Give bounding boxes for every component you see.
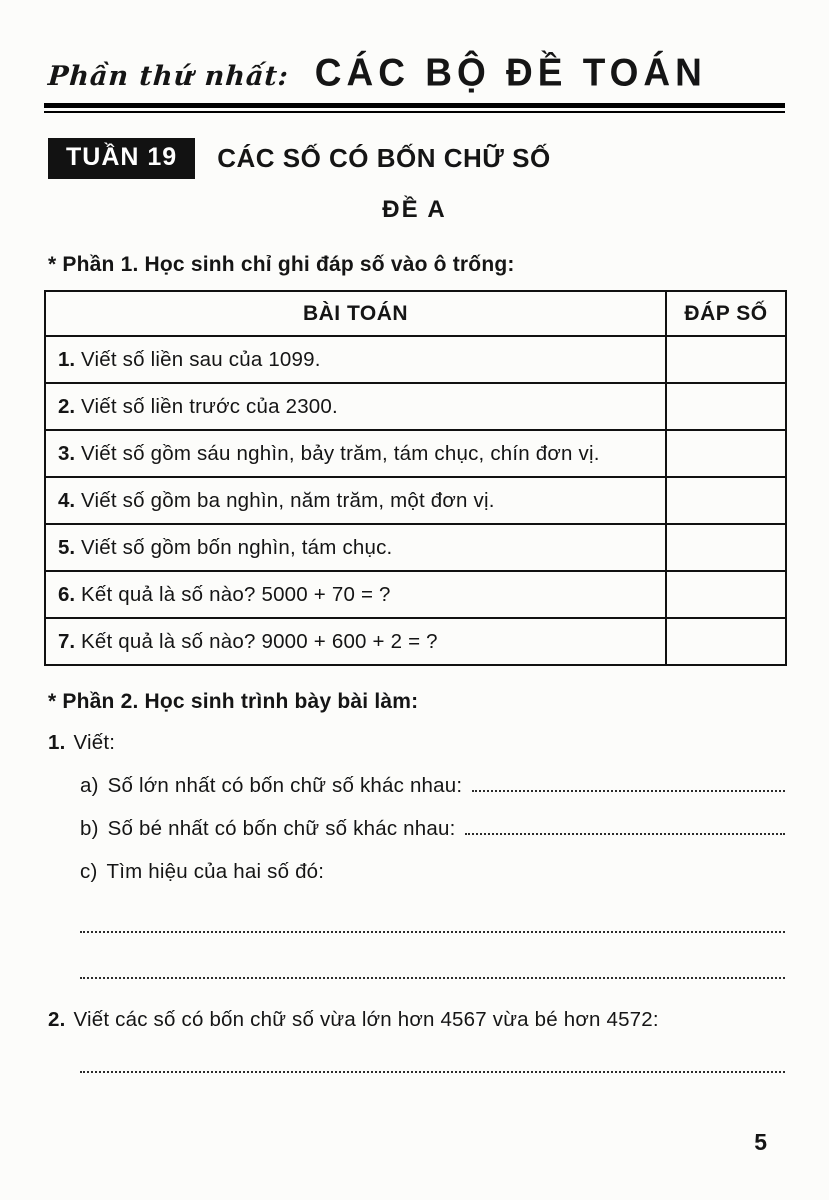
problem-cell [45,524,666,571]
answer-line [80,931,785,933]
answer-cell [666,618,786,665]
column-header-answer: ĐÁP SỐ [666,291,786,336]
question-1a [80,774,785,798]
question-1c [80,860,785,884]
column-header-problem: BÀI TOÁN [45,291,666,336]
question-number: 1. [48,731,66,754]
table-row [45,618,786,665]
answer-dotted-leader [465,833,785,835]
problem-text: Kết quả là số nào? 5000 + 70 = ? [81,582,391,606]
problems-table [44,290,787,666]
problem-number: 4. [58,488,76,512]
problem-text: Kết quả là số nào? 9000 + 600 + 2 = ? [81,629,438,653]
table-row [45,524,786,571]
problem-text: Viết số gồm sáu nghìn, bảy trăm, tám chục, chín đơn vị. [81,441,600,465]
subitem-label: a) [80,774,99,797]
answer-cell [666,477,786,524]
problem-number: 1. [58,347,76,371]
answer-cell [666,383,786,430]
running-head [44,52,785,94]
problem-text: Viết số liền trước của 2300. [81,394,338,418]
problem-text: Viết số gồm bốn nghìn, tám chục. [81,535,393,559]
subitem-label: c) [80,860,98,883]
problem-text: Viết số gồm ba nghìn, năm trăm, một đơn vị. [81,488,495,512]
lesson-title: CÁC SỐ CÓ BỐN CHỮ SỐ [217,143,551,173]
question-1 [44,731,785,755]
problem-cell [45,618,666,665]
answer-dotted-leader [472,790,785,792]
exam-label: ĐỀ A [382,196,447,223]
part2-body [44,731,785,1073]
table-row [45,430,786,477]
problem-number: 7. [58,629,76,653]
part2-heading: * Phần 2. Học sinh trình bày bài làm: [48,690,419,713]
subitem-label: b) [80,817,99,840]
table-row [45,571,786,618]
question-number: 2. [48,1008,66,1031]
answer-line [80,977,785,979]
problem-number: 2. [58,394,76,418]
header-divider [44,103,785,113]
lesson-header [44,138,785,179]
subitem-text: Số bé nhất có bốn chữ số khác nhau: [107,817,456,840]
problem-cell [45,477,666,524]
page-number: 5 [754,1129,767,1155]
problem-cell [45,430,666,477]
problem-cell [45,571,666,618]
problem-number: 3. [58,441,76,465]
part-label: Phần thứ nhất: [46,61,290,92]
question-2 [44,1008,785,1032]
problem-cell [45,383,666,430]
problem-text: Viết số liền sau của 1099. [81,347,321,371]
answer-cell [666,336,786,383]
subitem-text: Tìm hiệu của hai số đó: [106,860,325,883]
problem-cell [45,336,666,383]
part1-heading: * Phần 1. Học sinh chỉ ghi đáp số vào ô trống: [48,253,515,276]
problem-number: 5. [58,535,76,559]
answer-cell [666,571,786,618]
table-row [45,336,786,383]
table-row [45,477,786,524]
question-text: Viết: [73,731,116,754]
week-badge: TUẦN 19 [48,138,195,179]
question-1b [80,817,785,841]
answer-line [80,1071,785,1073]
subitem-text: Số lớn nhất có bốn chữ số khác nhau: [107,774,463,797]
table-row [45,383,786,430]
table-header-row [45,291,786,336]
problem-number: 6. [58,582,76,606]
answer-cell [666,430,786,477]
part-title: CÁC BỘ ĐỀ TOÁN [314,50,707,94]
question-text: Viết các số có bốn chữ số vừa lớn hơn 4567 vừa bé hơn 4572: [73,1008,659,1031]
answer-cell [666,524,786,571]
